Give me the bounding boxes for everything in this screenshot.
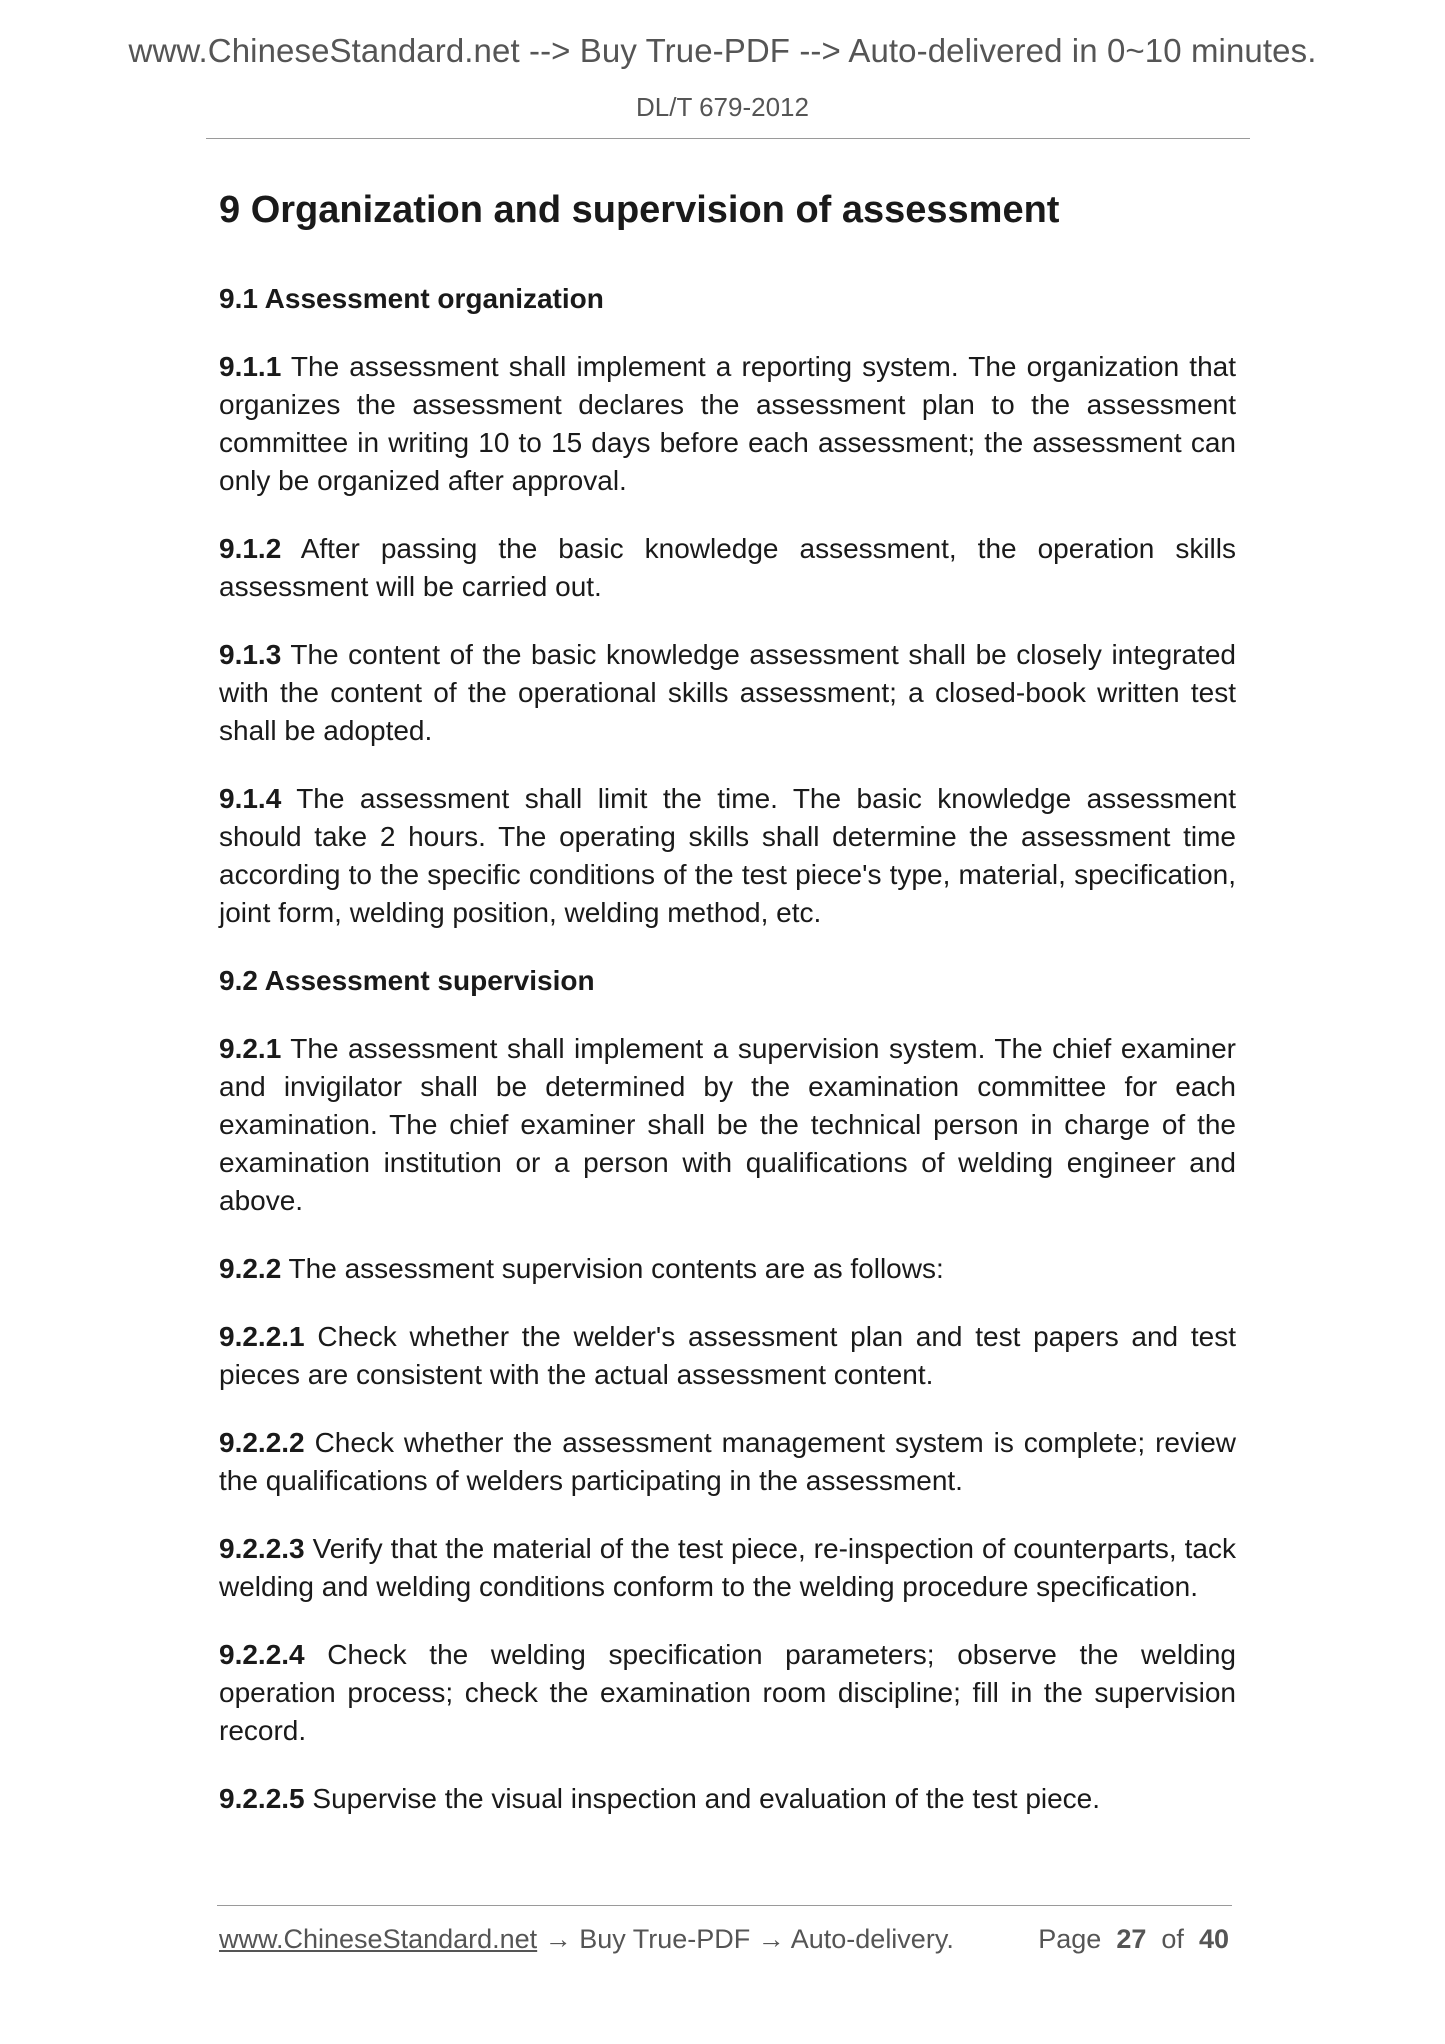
clause-number: 9.2.2 — [219, 1253, 282, 1284]
site-banner: www.ChineseStandard.net --> Buy True-PDF --> Auto-delivered in 0~10 minutes. — [128, 32, 1317, 69]
clause-text: The assessment supervision contents are as follows: — [281, 1253, 944, 1284]
page-total: 40 — [1198, 1924, 1229, 1954]
header-divider — [206, 138, 1250, 139]
footer-site-link[interactable]: www.ChineseStandard.net — [219, 1924, 538, 1954]
clause-9-1-2 — [219, 530, 1236, 606]
clause-number: 9.2.2.3 — [219, 1533, 305, 1564]
clause-9-1-4 — [219, 780, 1236, 932]
subsection-heading-9-1: 9.1 Assessment organization — [219, 283, 604, 314]
clause-text: Check the welding specification parameters; observe the welding operation process; check the examination room discipline; fill in the supervision record. — [219, 1639, 1236, 1746]
clause-number: 9.2.1 — [219, 1033, 282, 1064]
clause-text: Supervise the visual inspection and evaluation of the test piece. — [304, 1783, 1101, 1814]
clause-number: 9.1.3 — [219, 639, 282, 670]
page-footer — [219, 1924, 1229, 1955]
clause-number: 9.1.1 — [219, 351, 282, 382]
clause-text: Check whether the welder's assessment plan and test papers and test pieces are consistent with the actual assessment content. — [219, 1321, 1236, 1390]
clause-9-2-2 — [219, 1250, 1236, 1288]
footer-promo — [219, 1924, 954, 1954]
footer-divider — [217, 1905, 1232, 1906]
clause-text: After passing the basic knowledge assessment, the operation skills assessment will be carried out. — [219, 533, 1236, 602]
page-indicator — [1038, 1924, 1229, 1955]
clause-9-2-2-4 — [219, 1636, 1236, 1750]
clause-9-2-2-2 — [219, 1424, 1236, 1500]
clause-number: 9.1.4 — [219, 783, 282, 814]
page-label: Page — [1038, 1924, 1102, 1954]
subsection-heading-9-2: 9.2 Assessment supervision — [219, 965, 595, 996]
clause-9-2-2-1 — [219, 1318, 1236, 1394]
clause-number: 9.2.2.2 — [219, 1427, 305, 1458]
clause-text: The assessment shall limit the time. The basic knowledge assessment should take 2 hours. The operating skills shall determine the assessment time according to the specific conditions of the test piece's type, material, specification, joint form, welding position, welding method, etc. — [219, 783, 1236, 928]
clause-text: The content of the basic knowledge assessment shall be closely integrated with the content of the operational skills assessment; a closed-book written test shall be adopted. — [219, 639, 1236, 746]
section-title: 9 Organization and supervision of assessment — [219, 189, 1060, 231]
clause-text: The assessment shall implement a reporting system. The organization that organizes the assessment declares the assessment plan to the assessment committee in writing 10 to 15 days before each assessment; the assessment can only be organized after approval. — [219, 351, 1236, 496]
clause-text: The assessment shall implement a supervision system. The chief examiner and invigilator shall be determined by the examination committee for each examination. The chief examiner shall be the technical person in charge of the examination institution or a person with qualifications of welding engineer and above. — [219, 1033, 1236, 1216]
clause-9-1-1 — [219, 348, 1236, 500]
page-content — [219, 180, 1236, 1848]
clause-number: 9.2.2.4 — [219, 1639, 305, 1670]
clause-text: Verify that the material of the test piece, re-inspection of counterparts, tack welding and welding conditions conform to the welding procedure specification. — [219, 1533, 1236, 1602]
clause-9-2-1 — [219, 1030, 1236, 1220]
clause-number: 9.2.2.5 — [219, 1783, 305, 1814]
clause-9-2-2-5 — [219, 1780, 1236, 1818]
clause-text: Check whether the assessment management system is complete; review the qualifications of welders participating in the assessment. — [219, 1427, 1236, 1496]
page-current: 27 — [1116, 1924, 1147, 1954]
clause-9-1-3 — [219, 636, 1236, 750]
clause-9-2-2-3 — [219, 1530, 1236, 1606]
clause-number: 9.2.2.1 — [219, 1321, 305, 1352]
clause-number: 9.1.2 — [219, 533, 282, 564]
footer-promo-text: → Buy True-PDF → Auto-delivery. — [537, 1924, 954, 1954]
standard-code: DL/T 679-2012 — [636, 92, 809, 122]
of-label: of — [1161, 1924, 1184, 1954]
